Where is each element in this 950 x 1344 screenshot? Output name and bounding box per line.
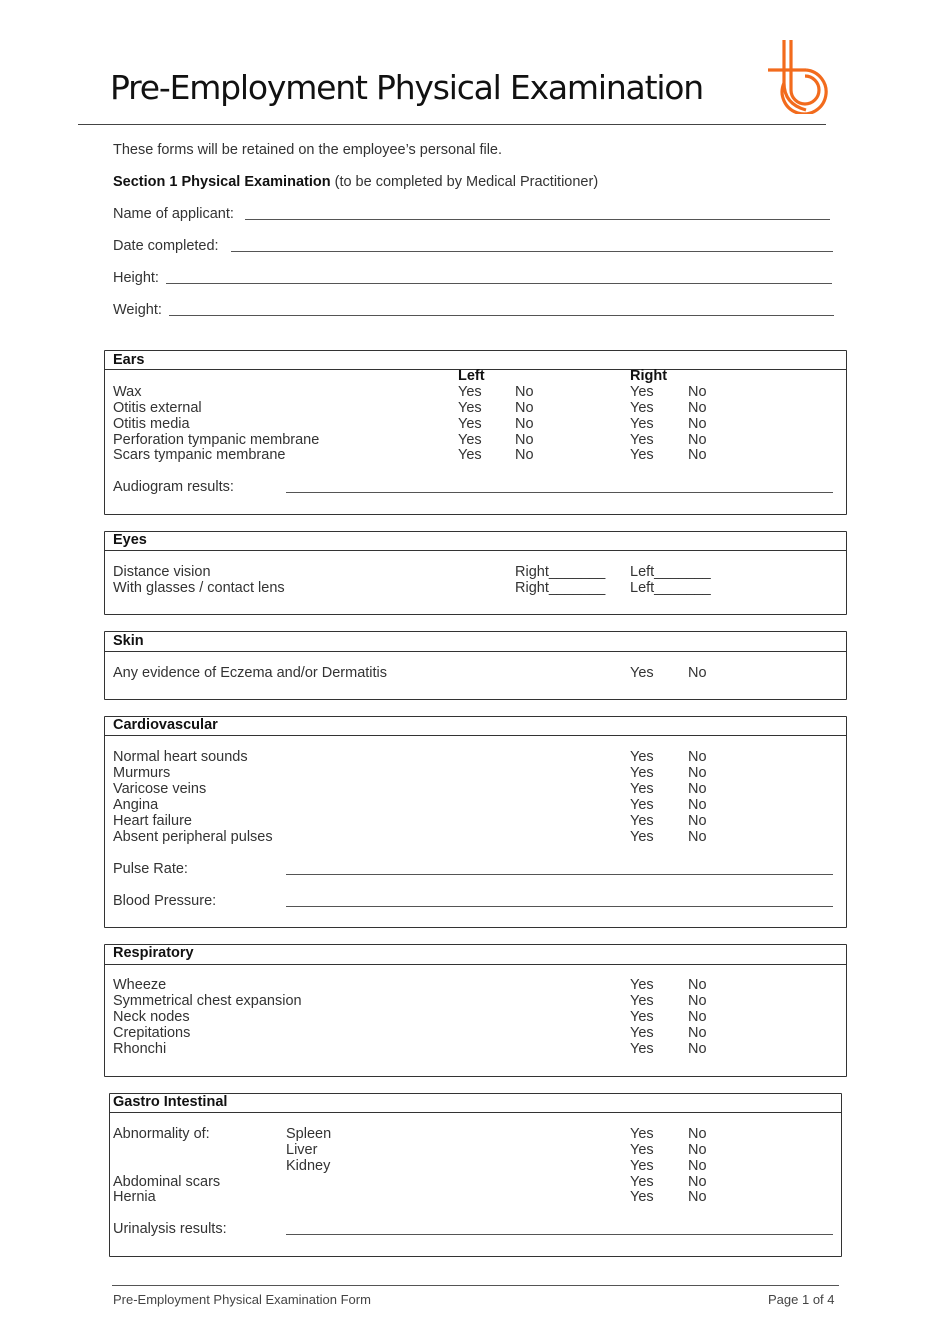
resp-yes[interactable]: Yes [630,993,654,1009]
header-divider [78,124,826,125]
eyes-right-field[interactable]: Right_______ [515,564,606,580]
cardio-yes[interactable]: Yes [630,781,654,797]
eyes-right-field[interactable]: Right_______ [515,580,606,596]
ears-left-no[interactable]: No [515,416,534,432]
cardio-yes[interactable]: Yes [630,829,654,845]
weight-field[interactable] [169,315,834,316]
cardio-no[interactable]: No [688,813,707,829]
resp-no[interactable]: No [688,1025,707,1041]
gastro-row-label: Hernia [113,1189,156,1205]
cardio-no[interactable]: No [688,829,707,845]
urinalysis-label: Urinalysis results: [113,1221,227,1237]
cardio-no[interactable]: No [688,797,707,813]
eyes-left-field[interactable]: Left_______ [630,564,711,580]
cardio-no[interactable]: No [688,781,707,797]
cardio-title: Cardiovascular [113,717,218,733]
gastro-no[interactable]: No [688,1189,707,1205]
ears-left-no[interactable]: No [515,432,534,448]
height-field[interactable] [166,283,832,284]
cardio-row-label: Heart failure [113,813,192,829]
resp-row-label: Crepitations [113,1025,191,1041]
organ-label: Kidney [286,1158,331,1174]
ears-right-no[interactable]: No [688,384,707,400]
resp-no[interactable]: No [688,977,707,993]
height-label: Height: [113,270,159,286]
gastro-yes[interactable]: Yes [630,1126,654,1142]
name-field[interactable] [245,219,830,220]
ears-row-label: Otitis external [113,400,202,416]
resp-yes[interactable]: Yes [630,977,654,993]
resp-yes[interactable]: Yes [630,1025,654,1041]
resp-no[interactable]: No [688,1009,707,1025]
skin-yes[interactable]: Yes [630,665,654,681]
ears-left-no[interactable]: No [515,400,534,416]
ears-right-yes[interactable]: Yes [630,416,654,432]
ears-left-yes[interactable]: Yes [458,384,482,400]
footer-form-name: Pre-Employment Physical Examination Form [113,1292,371,1307]
resp-title: Respiratory [113,945,194,961]
gastro-yes[interactable]: Yes [630,1158,654,1174]
cardio-row-label: Absent peripheral pulses [113,829,273,845]
pulse-field[interactable] [286,874,833,875]
pulse-label: Pulse Rate: [113,861,188,877]
date-field[interactable] [231,251,833,252]
resp-row-label: Symmetrical chest expansion [113,993,302,1009]
audiogram-label: Audiogram results: [113,479,234,495]
weight-label: Weight: [113,302,162,318]
bp-label: Blood Pressure: [113,893,217,909]
abnormality-label: Abnormality of: [113,1126,210,1142]
ears-row-label: Scars tympanic membrane [113,447,286,463]
ears-left-no[interactable]: No [515,447,534,463]
cardio-no[interactable]: No [688,765,707,781]
footer-page-number: Page 1 of 4 [768,1292,835,1307]
ears-right-yes[interactable]: Yes [630,447,654,463]
bp-field[interactable] [286,906,833,907]
ears-right-yes[interactable]: Yes [630,432,654,448]
resp-row-label: Neck nodes [113,1009,190,1025]
ears-right-header: Right [630,368,668,384]
ears-left-header: Left [458,368,485,384]
ears-right-yes[interactable]: Yes [630,384,654,400]
gastro-row-label: Abdominal scars [113,1174,221,1190]
ears-left-no[interactable]: No [515,384,534,400]
resp-yes[interactable]: Yes [630,1009,654,1025]
footer-divider [112,1285,839,1286]
name-label: Name of applicant: [113,206,234,222]
section-note: (to be completed by Medical Practitioner) [334,174,599,190]
eyes-row-label: With glasses / contact lens [113,580,285,596]
gastro-no[interactable]: No [688,1142,707,1158]
ears-right-no[interactable]: No [688,447,707,463]
cardio-yes[interactable]: Yes [630,813,654,829]
cardio-yes[interactable]: Yes [630,765,654,781]
gastro-no[interactable]: No [688,1174,707,1190]
gastro-title: Gastro Intestinal [113,1094,228,1110]
organ-label: Spleen [286,1126,332,1142]
brand-logo-icon [766,38,830,114]
skin-row-label: Any evidence of Eczema and/or Dermatitis [113,665,388,681]
ears-row-label: Wax [113,384,142,400]
gastro-no[interactable]: No [688,1158,707,1174]
resp-row-label: Rhonchi [113,1041,167,1057]
gastro-yes[interactable]: Yes [630,1142,654,1158]
resp-row-label: Wheeze [113,977,167,993]
resp-no[interactable]: No [688,1041,707,1057]
eyes-left-field[interactable]: Left_______ [630,580,711,596]
gastro-yes[interactable]: Yes [630,1189,654,1205]
eyes-section [104,531,847,615]
cardio-yes[interactable]: Yes [630,749,654,765]
ears-right-no[interactable]: No [688,432,707,448]
ears-right-no[interactable]: No [688,416,707,432]
ears-right-no[interactable]: No [688,400,707,416]
cardio-row-label: Varicose veins [113,781,207,797]
cardio-row-label: Murmurs [113,765,171,781]
ears-left-yes[interactable]: Yes [458,416,482,432]
ears-left-yes[interactable]: Yes [458,447,482,463]
section-heading [113,174,598,190]
gastro-yes[interactable]: Yes [630,1174,654,1190]
retained-note: These forms will be retained on the employee’s personal file. [113,142,503,158]
organ-label: Liver [286,1142,318,1158]
ears-row-label: Perforation tympanic membrane [113,432,320,448]
cardio-row-label: Angina [113,797,159,813]
ears-left-yes[interactable]: Yes [458,400,482,416]
audiogram-field[interactable] [286,492,833,493]
ears-right-yes[interactable]: Yes [630,400,654,416]
section-title: Section 1 Physical Examination [113,174,331,190]
resp-section [104,944,847,1077]
cardio-yes[interactable]: Yes [630,797,654,813]
eyes-row-label: Distance vision [113,564,211,580]
ears-title: Ears [113,352,145,368]
cardio-row-label: Normal heart sounds [113,749,248,765]
cardio-no[interactable]: No [688,749,707,765]
page-title: Pre-Employment Physical Examination [110,68,703,107]
eyes-title: Eyes [113,532,147,548]
resp-yes[interactable]: Yes [630,1041,654,1057]
urinalysis-field[interactable] [286,1234,833,1235]
ears-row-label: Otitis media [113,416,190,432]
date-label: Date completed: [113,238,219,254]
ears-left-yes[interactable]: Yes [458,432,482,448]
skin-no[interactable]: No [688,665,707,681]
resp-no[interactable]: No [688,993,707,1009]
skin-title: Skin [113,633,144,649]
gastro-no[interactable]: No [688,1126,707,1142]
